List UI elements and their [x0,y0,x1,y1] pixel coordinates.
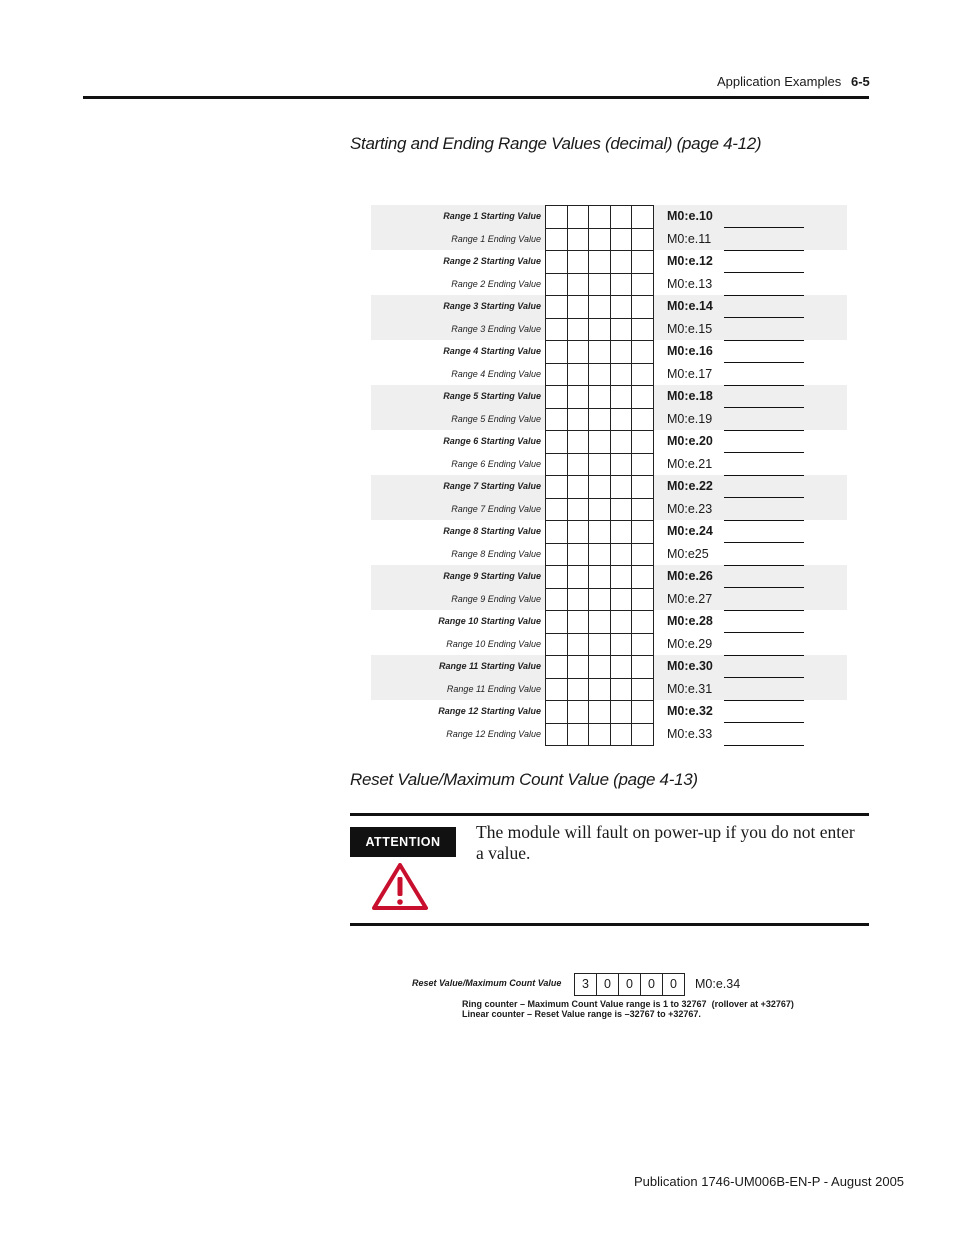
range-row [371,250,847,273]
value-digit-boxes[interactable] [545,723,654,746]
range-row-label: Range 7 Starting Value [443,481,541,491]
digit-box[interactable] [631,205,654,229]
digit-box[interactable] [610,340,633,364]
digit-box[interactable] [545,588,568,612]
digit-box[interactable] [588,633,611,657]
range-row-label: Range 5 Starting Value [443,391,541,401]
value-digit-boxes[interactable] [545,610,654,633]
digit-box[interactable] [588,340,611,364]
digit-box[interactable] [631,700,654,724]
digit-box[interactable] [567,633,590,657]
range-row [371,543,847,566]
digit-box[interactable] [588,498,611,522]
range-row [371,205,847,228]
digit-box[interactable] [631,430,654,454]
range-row-address: M0:e.12 [667,254,713,268]
digit-box[interactable] [545,273,568,297]
attention-message: The module will fault on power-up if you do not enter a value. [476,822,855,863]
digit-box[interactable] [610,408,633,432]
digit-box[interactable] [588,678,611,702]
digit-box[interactable] [588,408,611,432]
digit-box[interactable] [567,295,590,319]
range-row [371,588,847,611]
attention-bottom-rule [350,923,869,926]
linear-counter-note: Linear counter – Reset Value range is –32767 to +32767. [462,1009,701,1019]
digit-box[interactable] [545,385,568,409]
digit-box[interactable] [588,700,611,724]
digit-box[interactable] [610,520,633,544]
digit-box[interactable] [610,543,633,567]
digit-box[interactable] [588,250,611,274]
range-row [371,318,847,341]
range-row-address: M0:e.20 [667,434,713,448]
digit-box[interactable] [545,430,568,454]
running-header-title: Application Examples [717,74,842,89]
attention-badge: ATTENTION [350,827,456,857]
digit-box[interactable] [610,475,633,499]
reset-digit-box[interactable]: 3 [574,973,597,996]
digit-box[interactable] [610,250,633,274]
range-section-title: Starting and Ending Range Values (decimal) (page 4-12) [350,134,762,153]
digit-box[interactable] [545,340,568,364]
digit-box[interactable] [567,475,590,499]
range-row [371,633,847,656]
value-digit-boxes[interactable] [545,250,654,273]
reset-section-title: Reset Value/Maximum Count Value (page 4-13) [350,770,698,789]
range-row-label: Range 8 Starting Value [443,526,541,536]
digit-box[interactable] [588,273,611,297]
digit-box[interactable] [631,295,654,319]
digit-box[interactable] [545,318,568,342]
digit-box[interactable] [610,363,633,387]
range-row-address: M0:e.28 [667,614,713,628]
digit-box[interactable] [567,723,590,747]
value-digit-boxes[interactable] [545,228,654,251]
value-digit-boxes[interactable] [545,543,654,566]
ring-counter-note: Ring counter – Maximum Count Value range is 1 to 32767 (rollover at +32767) [462,999,794,1009]
digit-box[interactable] [631,408,654,432]
digit-box[interactable] [610,655,633,679]
digit-box[interactable] [631,385,654,409]
range-row-label: Range 10 Ending Value [446,638,541,649]
digit-box[interactable] [588,475,611,499]
range-row [371,363,847,386]
digit-box[interactable] [631,340,654,364]
value-digit-boxes[interactable] [545,385,654,408]
digit-box[interactable] [588,295,611,319]
reset-value-address: M0:e.34 [695,977,741,991]
warning-triangle-icon [372,863,428,910]
digit-box[interactable] [631,588,654,612]
digit-box[interactable] [610,700,633,724]
digit-box[interactable] [588,543,611,567]
digit-box[interactable] [567,273,590,297]
digit-box[interactable] [610,498,633,522]
digit-box[interactable] [610,318,633,342]
digit-box[interactable] [545,475,568,499]
range-row-address: M0:e.10 [667,209,713,223]
range-row-address: M0:e.32 [667,704,713,718]
value-digit-boxes[interactable] [545,430,654,453]
digit-box[interactable] [631,723,654,747]
range-row-address: M0:e.27 [667,591,713,606]
digit-box[interactable] [610,678,633,702]
digit-box[interactable] [631,633,654,657]
digit-box[interactable] [545,228,568,252]
digit-box[interactable] [567,700,590,724]
range-row-label: Range 1 Ending Value [451,233,541,244]
range-row-label: Range 9 Starting Value [443,571,541,581]
value-digit-boxes[interactable] [545,475,654,498]
digit-box[interactable] [588,588,611,612]
digit-box[interactable] [545,678,568,702]
value-digit-boxes[interactable] [545,588,654,611]
digit-box[interactable] [588,565,611,589]
digit-box[interactable] [588,318,611,342]
range-row-address: M0:e.24 [667,524,713,538]
digit-box[interactable] [588,723,611,747]
digit-box[interactable] [610,385,633,409]
digit-box[interactable] [545,408,568,432]
digit-box[interactable] [631,543,654,567]
range-row [371,228,847,251]
value-digit-boxes[interactable] [545,678,654,701]
range-row-label: Range 12 Ending Value [446,728,541,739]
range-row-address: M0:e.31 [667,681,713,696]
range-row [371,655,847,678]
range-row [371,385,847,408]
range-row-label: Range 4 Starting Value [443,346,541,356]
digit-box[interactable] [610,588,633,612]
digit-box[interactable] [610,610,633,634]
range-row-address: M0:e.18 [667,389,713,403]
range-row [371,430,847,453]
range-row-address: M0:e.23 [667,501,713,516]
range-row-label: Range 6 Ending Value [451,458,541,469]
range-row [371,723,847,746]
range-row-address: M0:e.19 [667,411,713,426]
value-digit-boxes[interactable] [545,520,654,543]
value-digit-boxes[interactable] [545,498,654,521]
digit-box[interactable] [610,723,633,747]
reset-value-label: Reset Value/Maximum Count Value [412,978,562,988]
digit-box[interactable] [588,610,611,634]
range-row-address: M0:e.33 [667,726,713,741]
digit-box[interactable] [567,678,590,702]
value-digit-boxes[interactable] [545,408,654,431]
range-row-label: Range 11 Starting Value [438,661,541,671]
range-row-address: M0:e25 [667,546,709,561]
digit-box[interactable] [567,205,590,229]
range-row-label: Range 2 Starting Value [443,256,541,266]
range-row-label: Range 2 Ending Value [451,278,541,289]
range-row-label: Range 6 Starting Value [443,436,541,446]
digit-box[interactable] [567,363,590,387]
digit-box[interactable] [545,295,568,319]
reset-digit-box[interactable]: 0 [618,973,641,996]
reset-value-digit-boxes[interactable] [574,973,685,996]
range-row-label: Range 10 Starting Value [438,616,541,626]
value-digit-boxes[interactable] [545,318,654,341]
digit-box[interactable] [631,250,654,274]
range-row-label: Range 3 Ending Value [451,323,541,334]
range-row-address: M0:e.26 [667,569,713,583]
digit-box[interactable] [610,295,633,319]
reset-digit-box[interactable]: 0 [640,973,663,996]
digit-box[interactable] [567,408,590,432]
digit-box[interactable] [567,610,590,634]
range-row-label: Range 4 Ending Value [451,368,541,379]
value-digit-boxes[interactable] [545,655,654,678]
digit-box[interactable] [588,430,611,454]
digit-box[interactable] [631,565,654,589]
digit-box[interactable] [567,453,590,477]
value-digit-boxes[interactable] [545,295,654,318]
digit-box[interactable] [610,228,633,252]
publication-footer: Publication 1746-UM006B-EN-P - August 2005 [634,1174,905,1189]
page-number: 6-5 [851,74,870,89]
range-row-label: Range 1 Starting Value [443,211,541,221]
value-digit-boxes[interactable] [545,340,654,363]
digit-box[interactable] [545,205,568,229]
range-row-label: Range 12 Starting Value [438,706,541,716]
digit-box[interactable] [545,655,568,679]
value-digit-boxes[interactable] [545,205,654,228]
digit-box[interactable] [567,543,590,567]
digit-box[interactable] [545,610,568,634]
header-rule [83,96,869,99]
value-digit-boxes[interactable] [545,453,654,476]
range-row [371,340,847,363]
digit-box[interactable] [631,363,654,387]
digit-box[interactable] [588,385,611,409]
range-row-address: M0:e.29 [667,636,713,651]
range-row-address: M0:e.13 [667,276,713,291]
value-digit-boxes[interactable] [545,633,654,656]
range-row-address: M0:e.21 [667,456,713,471]
digit-box[interactable] [567,228,590,252]
value-digit-boxes[interactable] [545,273,654,296]
reset-digit-box[interactable]: 0 [596,973,619,996]
digit-box[interactable] [631,228,654,252]
range-row-address: M0:e.11 [667,231,712,246]
range-row-address: M0:e.16 [667,344,713,358]
digit-box[interactable] [610,273,633,297]
digit-box[interactable] [631,678,654,702]
range-row [371,610,847,633]
digit-box[interactable] [567,520,590,544]
digit-box[interactable] [631,273,654,297]
digit-box[interactable] [567,655,590,679]
range-row [371,453,847,476]
digit-box[interactable] [631,610,654,634]
range-row-address: M0:e.30 [667,659,713,673]
digit-box[interactable] [545,700,568,724]
range-row [371,520,847,543]
digit-box[interactable] [545,543,568,567]
digit-box[interactable] [545,633,568,657]
digit-box[interactable] [567,385,590,409]
range-row [371,498,847,521]
range-row [371,700,847,723]
range-row [371,408,847,431]
digit-box[interactable] [631,475,654,499]
range-row [371,273,847,296]
digit-box[interactable] [545,498,568,522]
digit-box[interactable] [631,318,654,342]
digit-box[interactable] [545,250,568,274]
digit-box[interactable] [545,723,568,747]
range-row-address: M0:e.22 [667,479,713,493]
value-digit-boxes[interactable] [545,700,654,723]
digit-box[interactable] [567,318,590,342]
digit-box[interactable] [567,498,590,522]
range-row [371,295,847,318]
digit-box[interactable] [631,520,654,544]
digit-box[interactable] [588,205,611,229]
digit-box[interactable] [588,520,611,544]
digit-box[interactable] [588,655,611,679]
digit-box[interactable] [631,498,654,522]
range-row-address: M0:e.15 [667,321,713,336]
range-row-label: Range 5 Ending Value [451,413,541,424]
digit-box[interactable] [610,453,633,477]
digit-box[interactable] [588,228,611,252]
digit-box[interactable] [588,453,611,477]
range-row-label: Range 9 Ending Value [451,593,541,604]
digit-box[interactable] [610,633,633,657]
range-row-address: M0:e.14 [667,299,713,313]
digit-box[interactable] [567,340,590,364]
digit-box[interactable] [545,565,568,589]
value-digit-boxes[interactable] [545,363,654,386]
digit-box[interactable] [567,430,590,454]
write-in-line [724,745,804,746]
digit-box[interactable] [567,565,590,589]
range-row-label: Range 8 Ending Value [451,548,541,559]
digit-box[interactable] [567,250,590,274]
digit-box[interactable] [610,565,633,589]
digit-box[interactable] [545,363,568,387]
attention-top-rule [350,813,869,816]
reset-digit-box[interactable]: 0 [662,973,685,996]
digit-box[interactable] [567,588,590,612]
range-row-address: M0:e.17 [667,366,713,381]
digit-box[interactable] [631,655,654,679]
range-row-label: Range 11 Ending Value [446,683,541,694]
range-row [371,475,847,498]
digit-box[interactable] [588,363,611,387]
range-row [371,678,847,701]
digit-box[interactable] [610,205,633,229]
digit-box[interactable] [610,430,633,454]
digit-box[interactable] [545,453,568,477]
range-row [371,565,847,588]
range-row-label: Range 3 Starting Value [443,301,541,311]
range-row-label: Range 7 Ending Value [451,503,541,514]
digit-box[interactable] [631,453,654,477]
value-digit-boxes[interactable] [545,565,654,588]
digit-box[interactable] [545,520,568,544]
